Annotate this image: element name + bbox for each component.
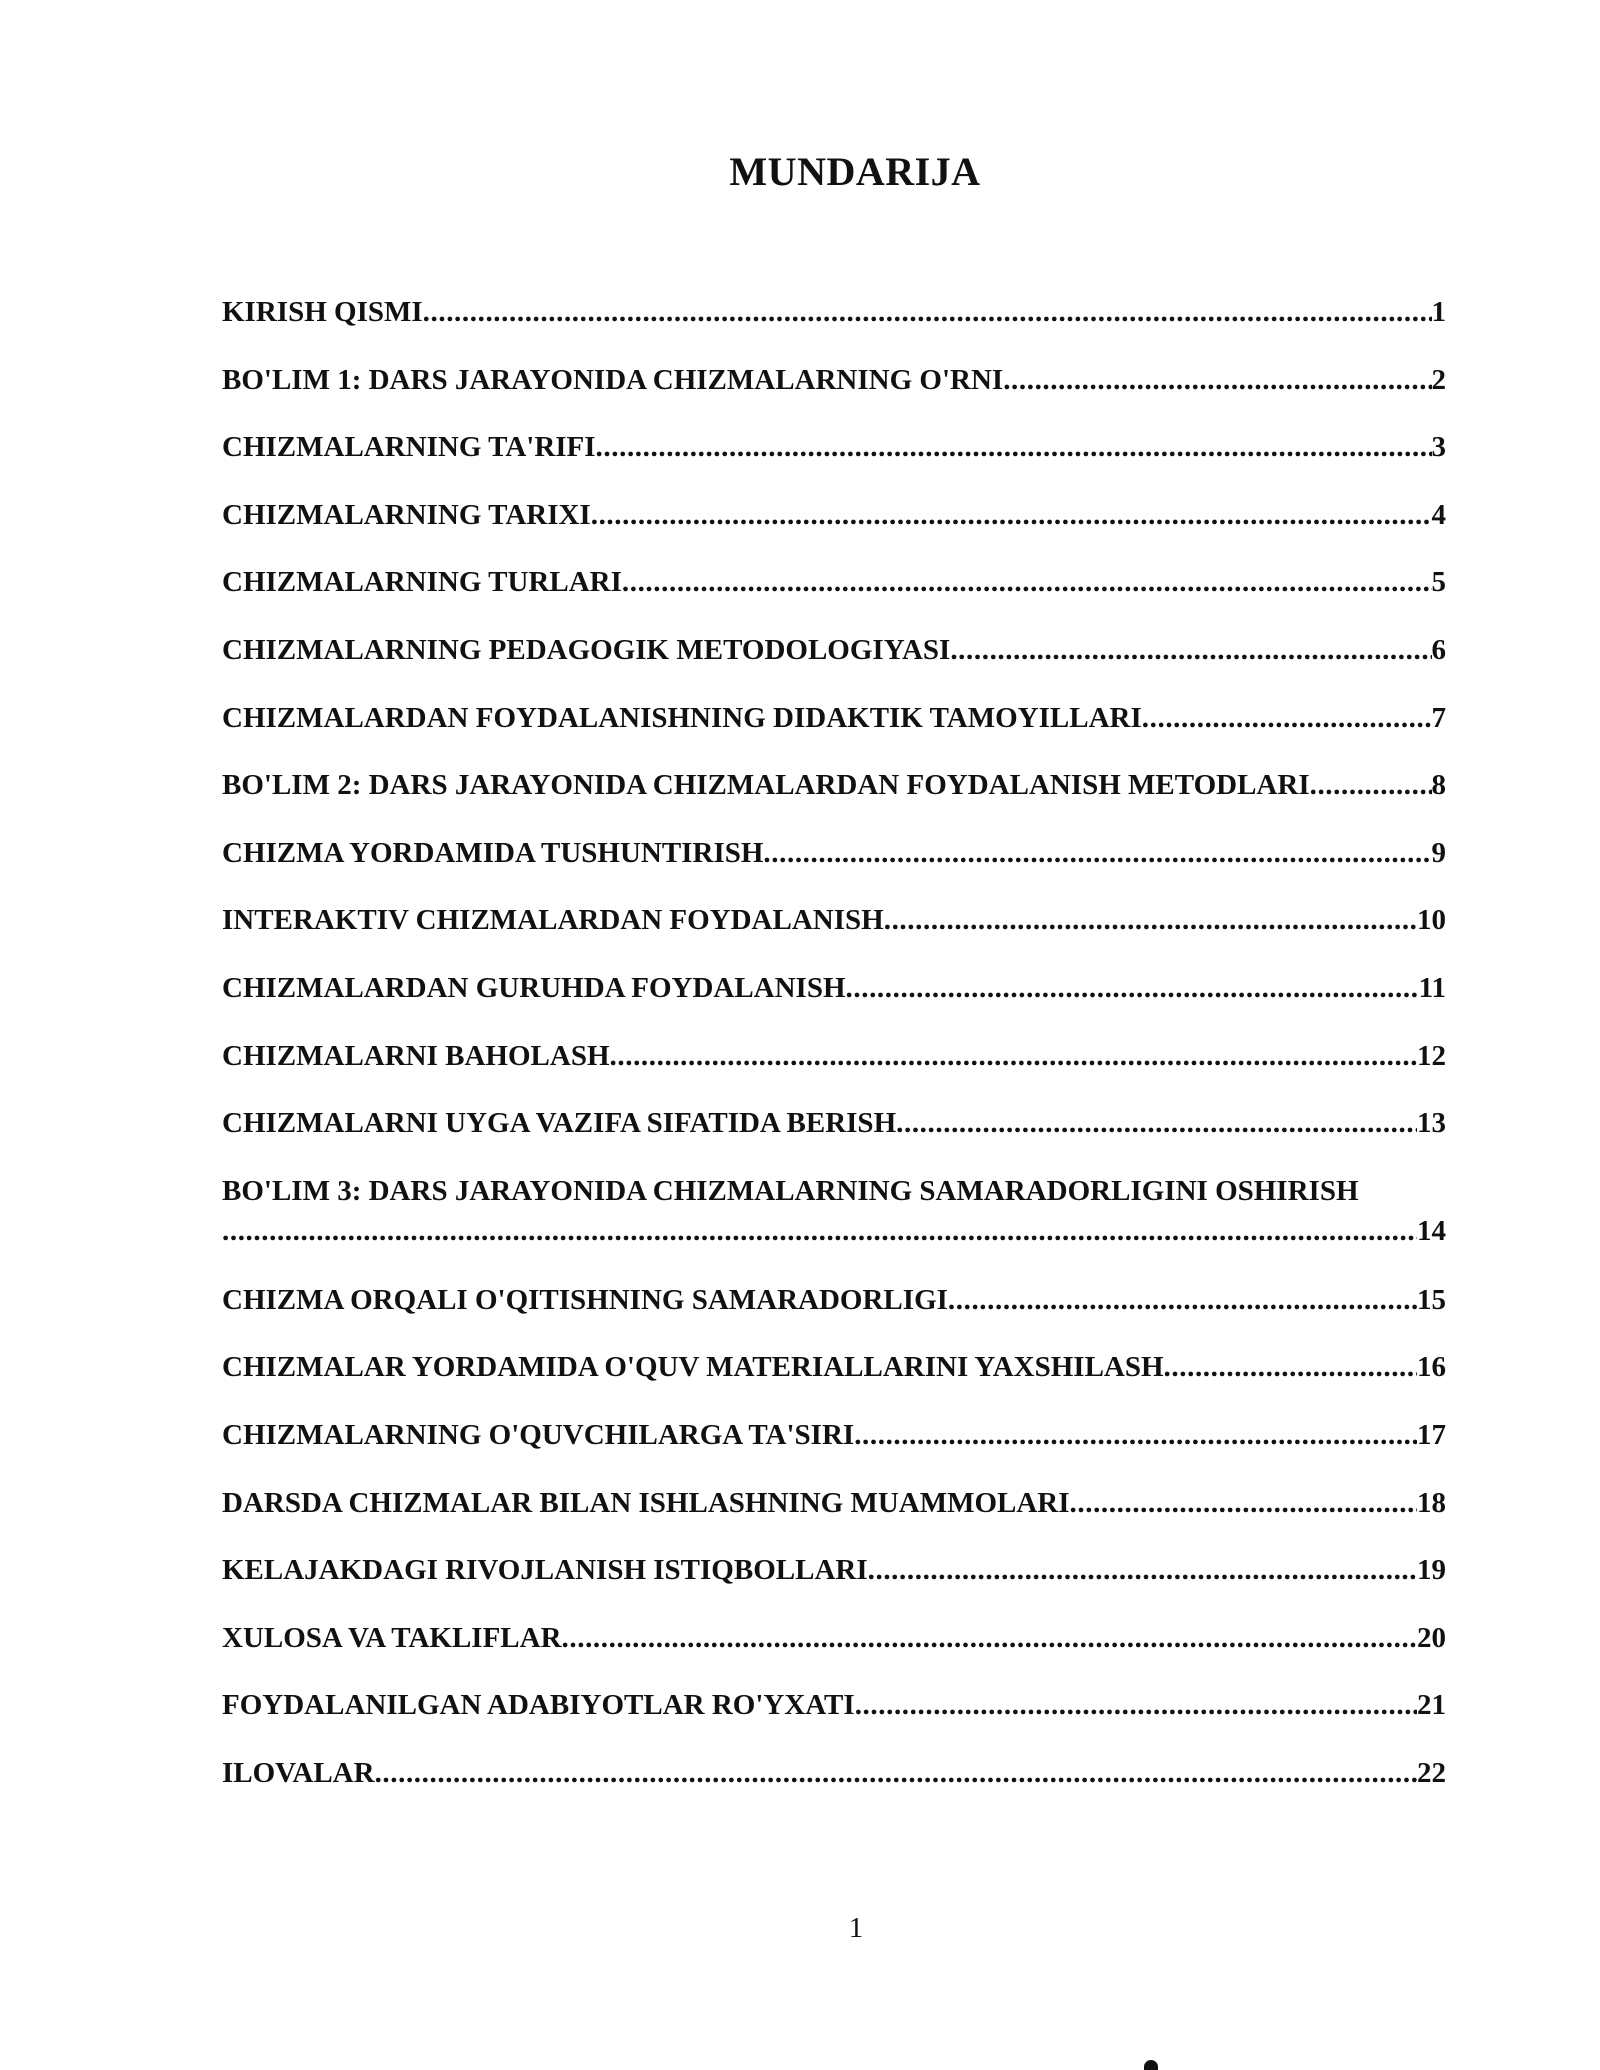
toc-entry-label: BO'LIM 3: DARS JARAYONIDA CHIZMALARNING SAMARADORLIGINI OSHIRISH: [222, 1174, 1359, 1207]
toc-entry[interactable]: [222, 630, 1446, 698]
toc-dot-leader: [1142, 698, 1432, 738]
page-number: 1: [848, 1912, 864, 1944]
toc-entry-page: 3: [1431, 431, 1446, 464]
toc-dot-leader: [854, 1415, 1417, 1455]
toc-entry-label: DARSDA CHIZMALAR BILAN ISHLASHNING MUAMMOLARI: [222, 1486, 1070, 1519]
toc-entry[interactable]: [222, 495, 1446, 563]
toc-dot-leader: [884, 900, 1417, 940]
toc-entry[interactable]: [222, 1685, 1446, 1753]
toc-entry-label: CHIZMA ORQALI O'QITISHNING SAMARADORLIGI: [222, 1283, 948, 1316]
toc-entry-page: 10: [1417, 904, 1446, 937]
toc-entry-page: 16: [1417, 1351, 1446, 1384]
toc-entry[interactable]: [222, 1550, 1446, 1618]
toc-entry-page: 11: [1418, 971, 1446, 1004]
toc-entry[interactable]: [222, 1483, 1446, 1551]
toc-entry-label: XULOSA VA TAKLIFLAR: [222, 1621, 562, 1654]
toc-entry[interactable]: [222, 360, 1446, 428]
toc-entry[interactable]: [222, 900, 1446, 968]
toc-entry[interactable]: [222, 698, 1446, 766]
toc-entry-page: 14: [1417, 1214, 1446, 1247]
toc-entry[interactable]: [222, 1753, 1446, 1821]
table-of-contents: [222, 292, 1446, 1820]
toc-entry-label: CHIZMALARDAN FOYDALANISHNING DIDAKTIK TAMOYILLARI: [222, 701, 1142, 734]
toc-entry-label: CHIZMALAR YORDAMIDA O'QUV MATERIALLARINI YAXSHILASH: [222, 1351, 1164, 1384]
toc-dot-leader: [1003, 360, 1431, 400]
toc-entry[interactable]: [222, 1103, 1446, 1171]
toc-dot-leader: [763, 833, 1431, 873]
toc-dot-leader: [846, 968, 1419, 1008]
toc-dot-leader: [591, 495, 1432, 535]
toc-entry[interactable]: [222, 968, 1446, 1036]
toc-entry-label: CHIZMALARNI BAHOLASH: [222, 1039, 610, 1072]
toc-dot-leader: [855, 1685, 1417, 1725]
toc-dot-leader: [610, 1036, 1417, 1076]
toc-entry-page: 6: [1431, 633, 1446, 666]
toc-dot-leader: [1070, 1483, 1417, 1523]
toc-entry-page: 12: [1417, 1039, 1446, 1072]
toc-entry-page: 8: [1431, 769, 1446, 802]
toc-entry-page: 4: [1431, 498, 1446, 531]
toc-entry-label: CHIZMALARNING PEDAGOGIK METODOLOGIYASI: [222, 633, 951, 666]
toc-entry-label: CHIZMALARNI UYGA VAZIFA SIFATIDA BERISH: [222, 1107, 897, 1140]
edge-mark: [1144, 2060, 1158, 2070]
toc-dot-leader: [562, 1618, 1417, 1658]
toc-entry-label: FOYDALANILGAN ADABIYOTLAR RO'YXATI: [222, 1689, 855, 1722]
toc-entry-page: 17: [1417, 1418, 1446, 1451]
toc-dot-leader: [1164, 1347, 1417, 1387]
toc-entry-label: CHIZMALARNING TURLARI: [222, 566, 622, 599]
toc-dot-leader: [948, 1280, 1417, 1320]
toc-entry-label: CHIZMALARDAN GURUHDA FOYDALANISH: [222, 971, 846, 1004]
toc-entry-page: 21: [1417, 1689, 1446, 1722]
toc-entry-label: CHIZMALARNING O'QUVCHILARGA TA'SIRI: [222, 1418, 855, 1451]
page-title: MUNDARIJA: [729, 149, 981, 194]
toc-entry[interactable]: [222, 1036, 1446, 1104]
toc-dot-leader: [375, 1753, 1417, 1793]
toc-dot-leader: [423, 292, 1432, 332]
toc-entry[interactable]: [222, 1347, 1446, 1415]
toc-entry-label: BO'LIM 1: DARS JARAYONIDA CHIZMALARNING O'RNI: [222, 363, 1004, 396]
toc-entry-label: BO'LIM 2: DARS JARAYONIDA CHIZMALARDAN FOYDALANISH METODLARI: [222, 769, 1310, 802]
toc-entry-continuation: [222, 1211, 1446, 1251]
toc-dot-leader: [868, 1550, 1417, 1590]
toc-entry-label: CHIZMA YORDAMIDA TUSHUNTIRISH: [222, 836, 764, 869]
toc-entry-label: CHIZMALARNING TA'RIFI: [222, 431, 596, 464]
toc-entry[interactable]: [222, 1171, 1446, 1280]
toc-entry-page: 22: [1417, 1756, 1446, 1789]
toc-dot-leader: [896, 1103, 1417, 1143]
toc-entry-page: 18: [1417, 1486, 1446, 1519]
toc-dot-leader: [950, 630, 1431, 670]
toc-entry[interactable]: [222, 427, 1446, 495]
toc-entry-page: 7: [1431, 701, 1446, 734]
toc-entry[interactable]: [222, 292, 1446, 360]
toc-entry[interactable]: [222, 833, 1446, 901]
toc-entry-label: INTERAKTIV CHIZMALARDAN FOYDALANISH: [222, 904, 884, 937]
toc-dot-leader: [1310, 765, 1432, 805]
toc-entry[interactable]: [222, 1415, 1446, 1483]
toc-entry[interactable]: [222, 1280, 1446, 1348]
toc-entry[interactable]: [222, 765, 1446, 833]
toc-entry-page: 9: [1431, 836, 1446, 869]
toc-entry-page: 15: [1417, 1283, 1446, 1316]
toc-entry-label: ILOVALAR: [222, 1756, 375, 1789]
toc-entry-page: 1: [1431, 296, 1446, 328]
toc-entry[interactable]: [222, 1618, 1446, 1686]
toc-dot-leader: [596, 427, 1432, 467]
toc-dot-leader: [622, 562, 1432, 602]
toc-dot-leader: [222, 1211, 1417, 1251]
toc-entry-label: CHIZMALARNING TARIXI: [222, 498, 591, 531]
toc-entry-label: KIRISH QISMI: [222, 296, 423, 328]
toc-entry-page: 5: [1431, 566, 1446, 599]
toc-entry-page: 20: [1417, 1621, 1446, 1654]
toc-entry[interactable]: [222, 562, 1446, 630]
toc-entry-label: KELAJAKDAGI RIVOJLANISH ISTIQBOLLARI: [222, 1554, 868, 1587]
toc-entry-page: 2: [1431, 363, 1446, 396]
toc-entry-page: 13: [1417, 1107, 1446, 1140]
toc-entry-page: 19: [1417, 1554, 1446, 1587]
